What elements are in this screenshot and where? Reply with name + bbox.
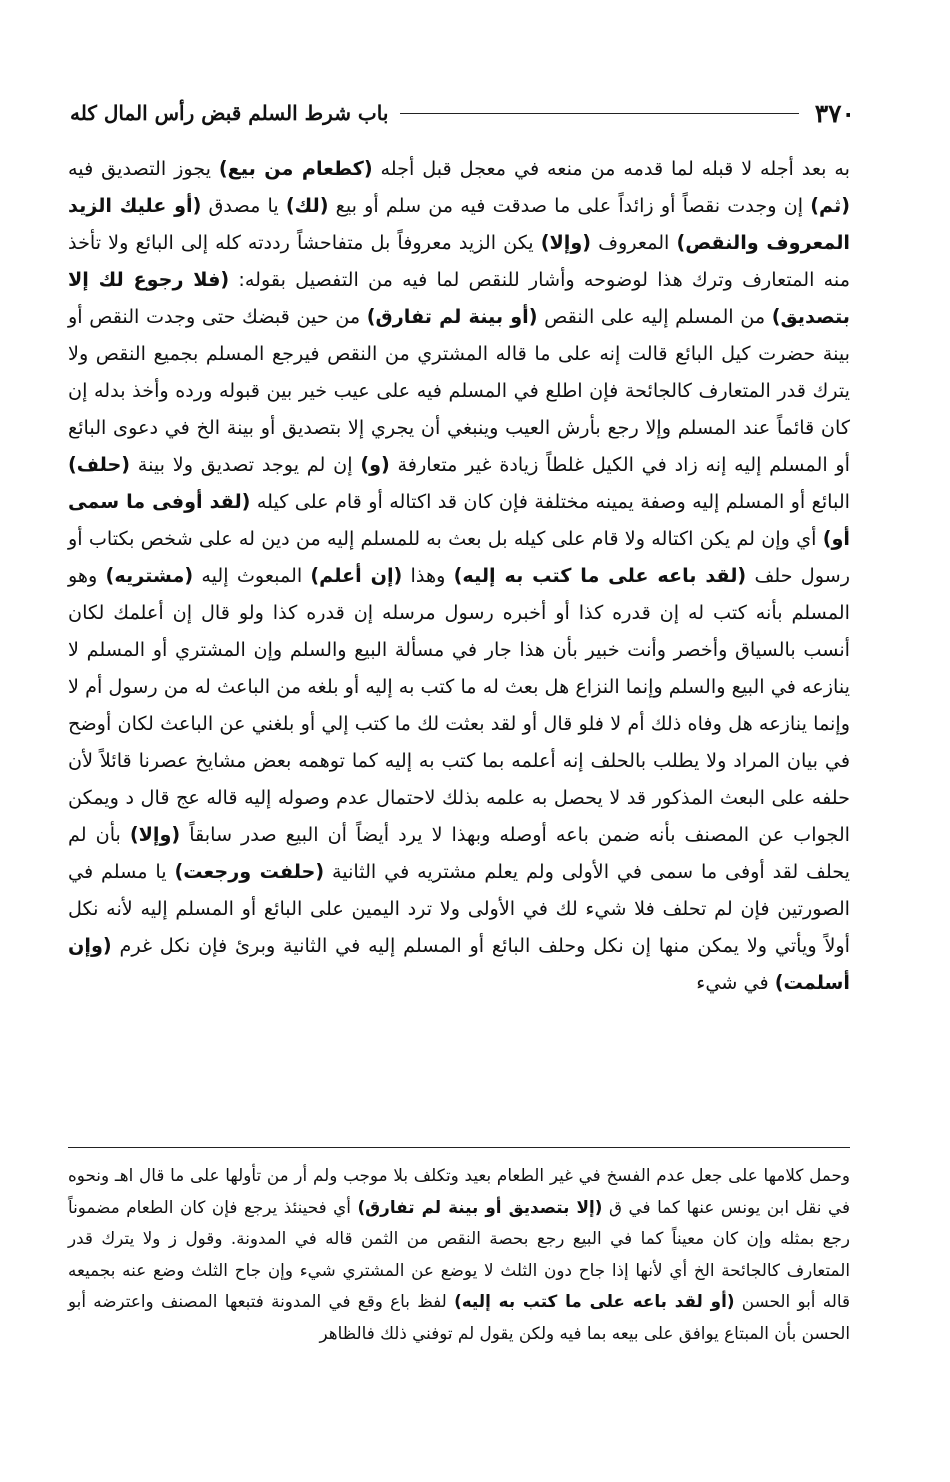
footnote-separator <box>68 1147 850 1148</box>
text-run: البائع أو المسلم إليه وصفة يمينه مختلفة فإن كان قد اكتاله أو قام على كيله <box>250 490 850 513</box>
text-run: وحمل كلامها على جعل عدم الفسخ في غير الطعام بعيد وتكلف بلا موجب ولم أر من تأولها على ما قال اهـ ونحوه في نقل ابن يونس عنها كما في ق <box>68 1165 850 1217</box>
matn-quote: (إن أعلم) <box>310 564 403 587</box>
matn-quote: (أو بينة لم تفارق) <box>366 305 538 328</box>
matn-quote: (ثم) <box>810 194 851 217</box>
text-run: المعروف <box>591 231 677 254</box>
text-run: يا مصدق <box>201 194 286 217</box>
footnote-text <box>68 1160 850 1349</box>
matn-quote: (أو عليك الزيد المعروف والنقص) <box>68 194 850 254</box>
text-run: إن وجدت نقصاً أو زائداً على ما صدقت فيه من سلم أو بيع <box>328 194 811 217</box>
main-text <box>68 150 850 1001</box>
matn-quote: (و) <box>360 453 390 476</box>
footnote-paragraph <box>68 1160 850 1349</box>
text-run: وهو المسلم بأنه كتب له إن قدره كذا أو أخبره رسول مرسله إن قدره كذا ولو قال إن أعلمك لكان أنسب بالسياق وأخصر وأنت خبير بأن هذا جار في مسألة البيع والسلم وإن المشتري أو المسلم لا ينازعه في البيع والسلم وإنما النزاع هل بعث له ما كتب به إليه أو بلغه من الباعث له من رسول أم لا وإنما ينازعه هل وفاه ذلك أم لا فلو قال أو لقد بعثت لك ما كتب إلي أو بلغني عن الباعث لكان أوضح في بيان المراد ولا يطلب بالحلف إنه أعلمه بما كتب به إليه كما توهمه بعض مشايخ عصرنا قائلاً لأن حلفه على البعث المذكور قد لا يحصل به علمه بذلك لاحتمال عدم وصوله إليه قاله عج قال د ويمكن الجواب عن المصنف بأنه ضمن باعه أوصله وبهذا لا يرد أيضاً أن البيع صدر سابقاً <box>68 564 850 846</box>
text-run: يكن الزيد معروفاً بل متفاحشاً رددته كله إلى البائع ولا تأخذ منه المتعارف وترك هذا لوضوحه وأشار للنقص لما فيه من التفصيل بقوله: <box>68 231 851 291</box>
matn-quote: (وإن أسلمت) <box>68 934 850 994</box>
text-run: إن لم يوجد تصديق ولا بينة <box>130 453 361 476</box>
matn-quote: (حلفت ورجعت) <box>174 860 325 883</box>
matn-quote: (وإلا) <box>129 823 181 846</box>
text-run: في شيء <box>696 971 775 994</box>
matn-quote: (إلا بتصديق أو بينة لم تفارق) <box>357 1196 603 1217</box>
running-title: باب شرط السلم قبض رأس المال كله <box>70 101 389 125</box>
matn-quote: (مشتريه) <box>105 564 194 587</box>
header-rule <box>400 113 798 114</box>
text-run: أي فحينئذ يرجع فإن كان الطعام مضموناً رجع بمثله وإن كان معيناً كما في البيع رجع بحصة النقص من الثمن قاله في المدونة. وقول ز ولا يترك قدر المتعارف كالجائحة الخ أي لأنها إذا جاح دون الثلث لا يوضع عن المشتري شيء وإن جاح الثلث وضع عنه بجميعه قاله أبو الحسن <box>68 1196 851 1311</box>
text-run: بأن لم يحلف لقد أوفى ما سمى في الأولى ولم يعلم مشتريه في الثانية <box>68 823 850 883</box>
matn-quote: (أو لقد باعه على ما كتب به إليه) <box>454 1291 735 1311</box>
text-run: وهذا <box>402 564 454 587</box>
text-run: يا مسلم في الصورتين فإن لم تحلف فلا شيء لك في الأولى ولا ترد اليمين على البائع أو المسلم إليه لأنه نكل أولاً ويأتي ولا يمكن منها إن نكل وحلف البائع أو المسلم إليه في الثانية وبرئ فإن نكل غرم <box>68 860 850 957</box>
main-paragraph <box>68 150 850 1001</box>
text-run: به بعد أجله لا قبله لما قدمه من منعه في معجل قبل أجله <box>372 157 850 180</box>
text-run: المبعوث إليه <box>193 564 311 587</box>
matn-quote: (وإلا) <box>540 231 592 254</box>
text-run: يجوز التصديق فيه <box>68 157 219 180</box>
page-header <box>70 95 855 131</box>
matn-quote: (لك) <box>285 194 329 217</box>
matn-quote: (فلا رجوع لك إلا بتصديق) <box>68 268 850 328</box>
matn-quote: (كطعام من بيع) <box>218 157 373 180</box>
text-run: من المسلم إليه على النقص <box>537 305 772 328</box>
page-number: ٣٧٠ <box>814 98 855 128</box>
matn-quote: (لقد أوفى ما سمى أو) <box>68 490 850 550</box>
matn-quote: (حلف) <box>68 453 131 476</box>
text-run: أي وإن لم يكن اكتاله ولا قام على كيله بل بعث به للمسلم إليه من دين له على شخص بكتاب أو رسول حلف <box>68 527 850 587</box>
text-run: من حين قبضك حتى وجدت النقص أو بينة حضرت كيل البائع قالت إنه على ما قاله المشتري من النقص فيرجع المسلم بجميع النقص ولا يترك قدر المتعارف كالجائحة فإن اطلع في المسلم فيه على عيب خير بين قبوله ورده وأخذ بدله إن كان قائماً عند المسلم وإلا رجع بأرش العيب وينبغي أن يجري إلا بتصديق أو بينة الخ في دعوى البائع أو المسلم إليه إنه زاد في الكيل غلطاً زيادة غير متعارفة <box>68 305 851 476</box>
matn-quote: (لقد باعه على ما كتب به إليه) <box>453 564 747 587</box>
text-run: لفظ باع وقع في المدونة فتبعها المصنف واعترضه أبو الحسن بأن المبتاع يوافق على بيعه بما فيه ولكن يقول لم توفني ذلك فالظاهر <box>68 1291 850 1343</box>
